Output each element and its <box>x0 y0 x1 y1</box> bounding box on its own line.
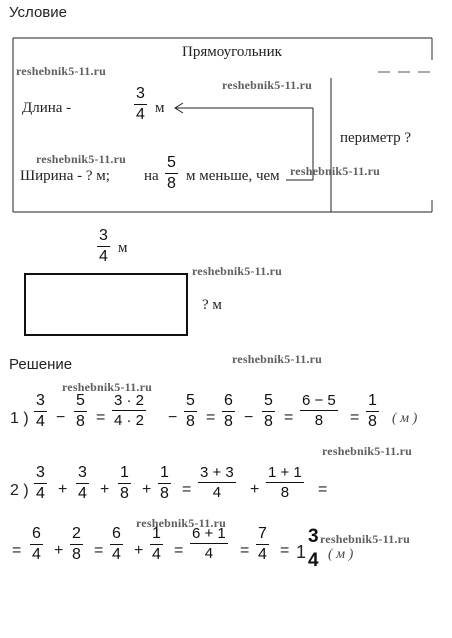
denominator: 4 <box>78 485 87 502</box>
fraction <box>300 393 338 428</box>
numerator: 6 <box>32 525 41 542</box>
fraction-bar <box>262 411 275 412</box>
watermark: reshebnik5-11.ru <box>192 264 282 278</box>
denominator: 4 <box>36 413 45 430</box>
fraction-bar <box>256 544 269 545</box>
length-numerator: 3 <box>136 85 145 102</box>
fraction-bar <box>190 543 228 544</box>
numerator: 3 <box>36 464 45 481</box>
scheme-header: Прямоугольник <box>182 44 282 60</box>
equals: = <box>240 542 250 559</box>
fraction <box>110 526 123 563</box>
length-fraction <box>134 86 147 123</box>
fraction-bar <box>34 411 47 412</box>
numerator: 1 <box>152 525 161 542</box>
operator: + <box>100 481 110 498</box>
fraction <box>74 393 87 430</box>
numerator: 3 · 2 <box>114 392 145 409</box>
numerator: 3 <box>308 526 319 547</box>
fraction <box>112 393 146 428</box>
numerator: 1 <box>368 392 377 409</box>
operator: − <box>244 409 254 426</box>
fraction-bar <box>74 411 87 412</box>
fraction <box>70 526 83 563</box>
figure-length-unit: м <box>118 240 128 256</box>
numerator: 7 <box>258 525 267 542</box>
width-rest-label: м меньше, чем <box>186 168 280 184</box>
unit-label: ( м ) <box>392 411 418 426</box>
equals: = <box>182 481 192 498</box>
fraction-bar <box>184 411 197 412</box>
solution-title: Решение <box>9 356 73 373</box>
length-unit: м <box>155 100 165 116</box>
denominator: 8 <box>264 413 273 430</box>
numerator: 1 <box>160 464 169 481</box>
denominator: 8 <box>72 546 81 563</box>
fraction-bar <box>70 544 83 545</box>
fraction-bar <box>118 483 131 484</box>
equals: = <box>174 542 184 559</box>
fraction <box>34 465 47 502</box>
watermark: reshebnik5-11.ru <box>290 164 380 178</box>
width-fraction <box>165 155 178 192</box>
denominator: 8 <box>224 413 233 430</box>
fraction-bar <box>158 483 171 484</box>
denominator: 4 <box>36 485 45 502</box>
operator: + <box>134 542 144 559</box>
fraction-bar <box>150 544 163 545</box>
denominator: 8 <box>280 484 290 501</box>
numerator: 5 <box>264 392 273 409</box>
numerator: 6 <box>112 525 121 542</box>
denominator: 4 <box>32 546 41 563</box>
scheme-diagram <box>0 0 452 230</box>
fraction <box>366 393 379 430</box>
numerator: 2 <box>72 525 81 542</box>
fraction <box>158 465 171 502</box>
width-label: Ширина - ? м; <box>20 168 110 184</box>
width-denominator: 8 <box>167 175 176 192</box>
figure-length-fraction <box>97 228 110 265</box>
denominator: 8 <box>314 412 324 429</box>
watermark: reshebnik5-11.ru <box>16 64 106 78</box>
length-label: Длина - <box>22 100 72 116</box>
figure-width-label: ? м <box>202 297 222 313</box>
watermark: reshebnik5-11.ru <box>62 380 152 394</box>
denominator: 4 <box>212 484 222 501</box>
fraction-bar <box>300 410 338 411</box>
equals: = <box>350 409 360 426</box>
equals: = <box>94 542 104 559</box>
numerator: 3 <box>36 392 45 409</box>
numerator: 6 + 1 <box>192 525 226 542</box>
denominator: 4 <box>308 550 319 571</box>
fraction-bar <box>306 548 321 549</box>
operator: + <box>250 481 260 498</box>
numerator: 5 <box>186 392 195 409</box>
equals: = <box>318 481 328 498</box>
fraction-bar <box>112 410 146 411</box>
fraction-bar <box>110 544 123 545</box>
watermark: reshebnik5-11.ru <box>36 152 126 166</box>
step-label: 2 ) <box>10 482 29 499</box>
fraction-bar <box>198 482 236 483</box>
fraction <box>184 393 197 430</box>
operator: + <box>54 542 64 559</box>
fraction <box>266 465 304 500</box>
equals: = <box>280 542 290 559</box>
fraction <box>34 393 47 430</box>
width-on-label: на <box>144 168 159 184</box>
denominator: 8 <box>120 485 129 502</box>
width-numerator: 5 <box>167 154 176 171</box>
numerator: 1 <box>120 464 129 481</box>
numerator: 5 <box>76 392 85 409</box>
denominator: 8 <box>368 413 377 430</box>
numerator: 1 + 1 <box>268 464 302 481</box>
operator: − <box>168 409 178 426</box>
watermark: reshebnik5-11.ru <box>136 516 226 530</box>
watermark: reshebnik5-11.ru <box>320 532 410 546</box>
numerator: 3 <box>78 464 87 481</box>
fraction-bar <box>134 104 147 105</box>
fraction-bar <box>34 483 47 484</box>
step-label: 1 ) <box>10 410 29 427</box>
denominator: 8 <box>160 485 169 502</box>
denominator: 8 <box>186 413 195 430</box>
equals: = <box>12 542 22 559</box>
fraction <box>198 465 236 500</box>
length-denominator: 4 <box>136 106 145 123</box>
fraction <box>118 465 131 502</box>
fraction <box>190 526 228 561</box>
equals: = <box>284 409 294 426</box>
whole-part: 1 <box>296 542 307 562</box>
operator: + <box>142 481 152 498</box>
operator: − <box>56 409 66 426</box>
denominator: 4 <box>258 546 267 563</box>
rectangle-figure <box>24 273 188 336</box>
fraction-bar <box>165 173 178 174</box>
fraction <box>30 526 43 563</box>
numerator: 6 − 5 <box>302 392 336 409</box>
fraction <box>256 526 269 563</box>
denominator: 4 · 2 <box>114 412 145 429</box>
watermark: reshebnik5-11.ru <box>322 444 412 458</box>
watermark: reshebnik5-11.ru <box>232 352 322 366</box>
fraction <box>222 393 235 430</box>
fraction-bar <box>30 544 43 545</box>
perimeter-label: периметр ? <box>340 130 412 146</box>
numerator: 6 <box>224 392 233 409</box>
figure-length-numerator: 3 <box>99 227 108 244</box>
condition-title: Условие <box>9 4 67 21</box>
denominator: 4 <box>112 546 121 563</box>
fraction-bar <box>222 411 235 412</box>
fraction <box>306 527 321 570</box>
unit-label: ( м ) <box>328 547 354 562</box>
fraction <box>150 526 163 563</box>
fraction <box>262 393 275 430</box>
fraction-bar <box>97 246 110 247</box>
fraction-bar <box>266 482 304 483</box>
operator: + <box>58 481 68 498</box>
denominator: 4 <box>204 545 214 562</box>
fraction-bar <box>366 411 379 412</box>
equals: = <box>206 409 216 426</box>
numerator: 3 + 3 <box>200 464 234 481</box>
figure-length-denominator: 4 <box>99 248 108 265</box>
denominator: 4 <box>152 546 161 563</box>
watermark: reshebnik5-11.ru <box>222 78 312 92</box>
fraction-bar <box>76 483 89 484</box>
equals: = <box>96 409 106 426</box>
fraction <box>76 465 89 502</box>
denominator: 8 <box>76 413 85 430</box>
